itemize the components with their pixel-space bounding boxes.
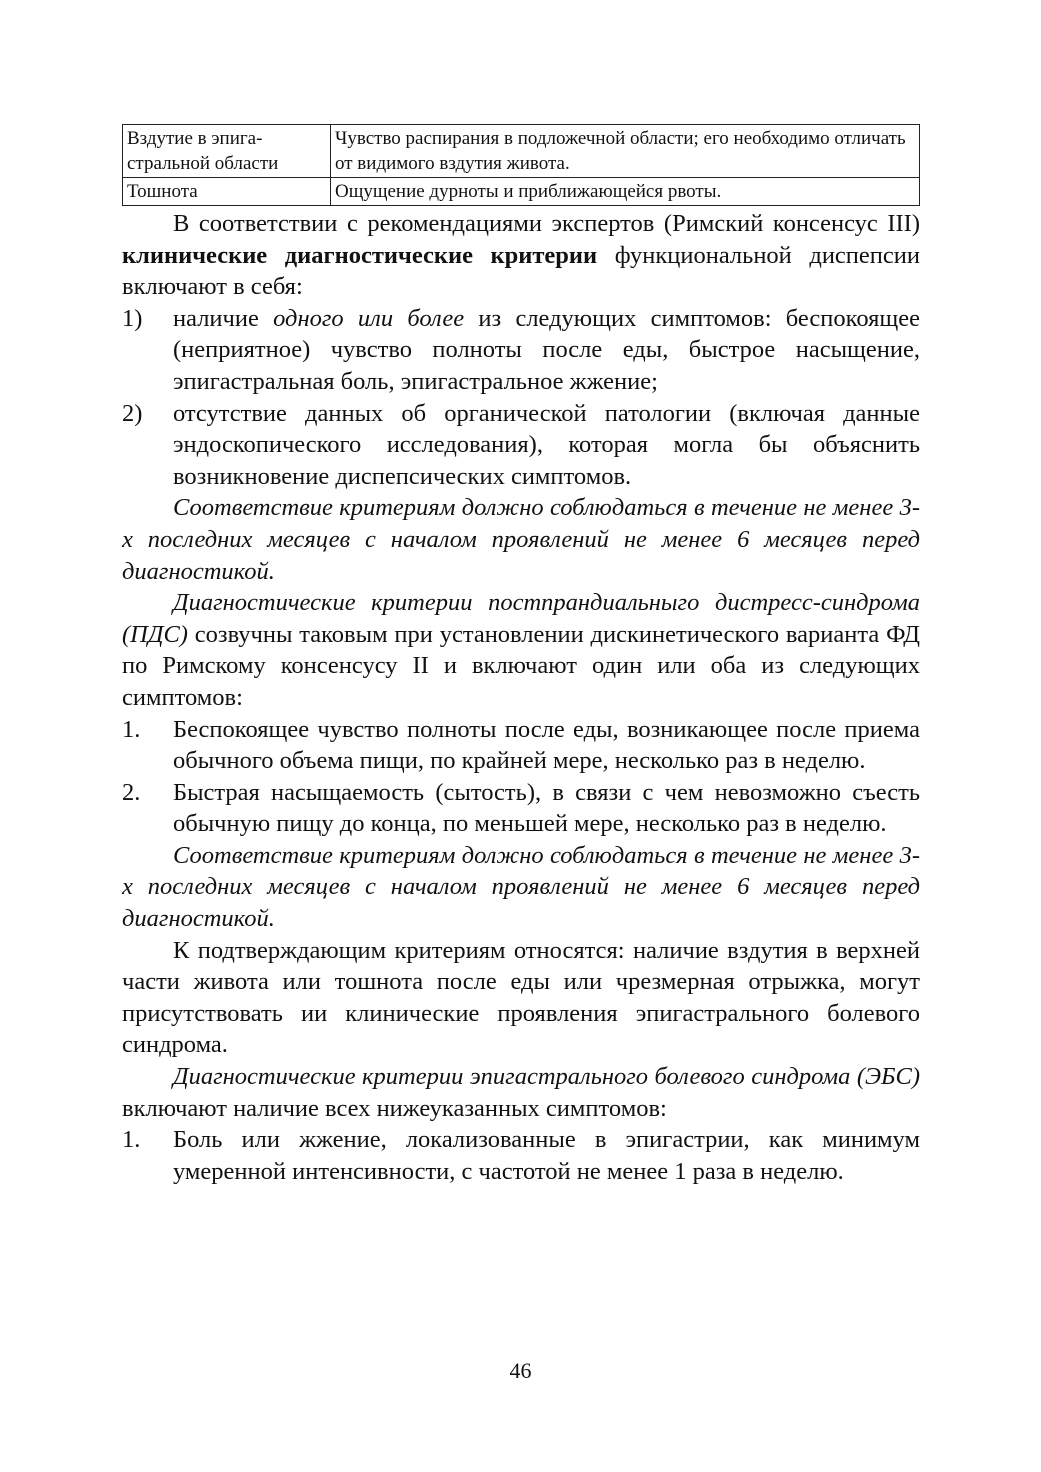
list-text-end: из следующих симптомов: беспокоящее (неприятное) чувство полноты после еды, быстрое насыщение, эпигастральная боль, эпигастральное жжение;: [173, 304, 920, 395]
term-cell: Вздутие в эпига-стральной области: [123, 125, 331, 178]
list-number: 1): [122, 304, 143, 332]
list-number: 1.: [122, 1126, 141, 1154]
pds-paragraph: [122, 587, 920, 713]
list-text: Боль или жжение, локализованные в эпигастрии, как минимум умеренной интенсивности, с частотой не менее 1 раза в неделю.: [173, 1126, 920, 1185]
list-text-start: наличие: [173, 304, 274, 332]
page-number: 46: [509, 1358, 532, 1383]
pds-italic: Диагностические критерии постпрандиальныго дистресс-синдрома (ПДС): [122, 589, 920, 648]
pds-text: созвучны таковым при установлении дискинетического варианта ФД по Римскому консенсусу II и включают один или оба из следующих симптомов:: [122, 620, 920, 711]
note-paragraph: [122, 840, 920, 935]
list-item: [122, 1124, 920, 1187]
list-italic: одного или более: [273, 304, 465, 332]
term-cell: Тошнота: [123, 178, 331, 206]
list-item: [122, 777, 920, 840]
intro-paragraph: [122, 208, 920, 303]
list-item: [122, 714, 920, 777]
note-italic: Соответствие критериям должно соблюдаться в течение не менее 3-х последних месяцев с началом проявлений не менее 6 месяцев перед диагностикой.: [122, 494, 920, 585]
list-number: 2): [122, 399, 143, 427]
note-italic: Соответствие критериям должно соблюдаться в течение не менее 3-х последних месяцев с началом проявлений не менее 6 месяцев перед диагностикой.: [122, 841, 920, 933]
table-row: [123, 178, 920, 206]
intro-bold-term: клинические диагностические критерии: [122, 241, 598, 269]
list-item: [122, 398, 920, 493]
list-text: [173, 303, 920, 398]
intro-text-end: функциональной диспепсии включают в себя:: [122, 241, 920, 301]
list-item: [122, 303, 920, 398]
table-row: [123, 125, 920, 178]
list-number: 2.: [122, 778, 141, 806]
ebs-paragraph: [122, 1061, 920, 1124]
list-number: 1.: [122, 715, 141, 743]
list-text: отсутствие данных об органической патологии (включая данные эндоскопического исследования), которая могла бы объяснить возникновение диспепсических симптомов.: [173, 399, 920, 490]
definition-cell: Ощущение дурноты и приближающейся рвоты.: [331, 178, 920, 206]
ebs-text: включают наличие всех нижеуказанных симптомов:: [122, 1094, 667, 1122]
ebs-italic: Диагностические критерии эпигастрального болевого синдрома (ЭБС): [173, 1063, 920, 1091]
symptoms-table: [122, 124, 920, 206]
intro-text: В соответствии с рекомендациями экспертов (Римский консенсус III): [173, 210, 920, 237]
note-paragraph: [122, 492, 920, 587]
list-text: Беспокоящее чувство полноты после еды, возникающее после приема обычного объема пищи, по крайней мере, несколько раз в неделю.: [173, 715, 920, 775]
list-text: Быстрая насыщаемость (сытость), в связи с чем невозможно съесть обычную пищу до конца, по меньшей мере, несколько раз в неделю.: [173, 778, 920, 838]
confirm-paragraph: К подтверждающим критериям относятся: наличие вздутия в верхней части живота или тошнота после еды или чрезмерная отрыжка, могут присутствовать ии клинические проявления эпигастрального болевого синдрома.: [122, 936, 920, 1059]
document-page: [122, 124, 920, 1187]
definition-cell: Чувство распирания в подложечной области; его необходимо отличать от видимого вздутия живота.: [331, 125, 920, 178]
